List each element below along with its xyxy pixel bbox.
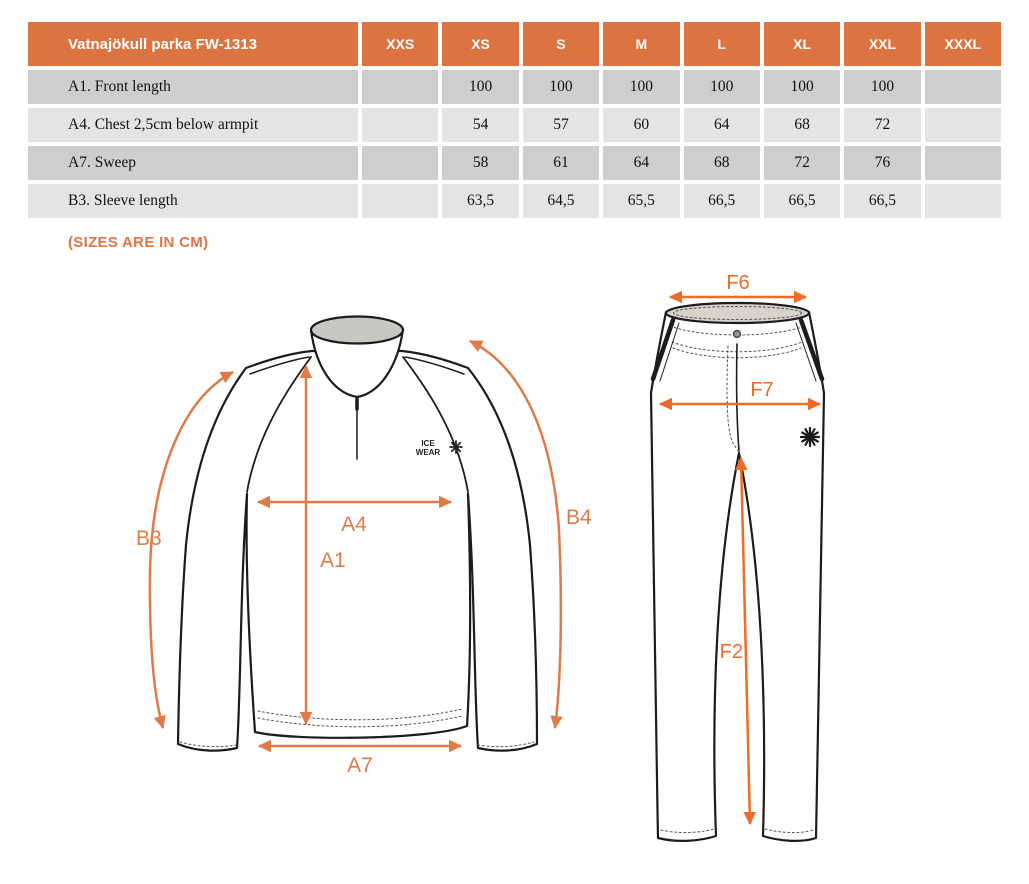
measurement-label: A7. Sweep — [28, 146, 358, 180]
brand-line2: WEAR — [415, 448, 441, 457]
measurement-value: 65,5 — [603, 184, 679, 218]
a7-label: A7 — [347, 754, 373, 777]
measurement-value: 63,5 — [442, 184, 518, 218]
size-column-header-xxl: XXL — [844, 22, 920, 66]
measurement-label: B3. Sleeve length — [28, 184, 358, 218]
f6-label: F6 — [726, 272, 750, 294]
measurement-value: 58 — [442, 146, 518, 180]
measurement-value: 72 — [764, 146, 840, 180]
size-column-header-l: L — [684, 22, 760, 66]
sizes-unit-note: (SIZES ARE IN CM) — [68, 234, 209, 251]
size-column-header-xs: XS — [442, 22, 518, 66]
b3-label: B3 — [136, 527, 162, 550]
size-column-header-xxs: XXS — [362, 22, 438, 66]
waist-button — [734, 331, 741, 338]
measurement-value: 66,5 — [844, 184, 920, 218]
measurement-value: 61 — [523, 146, 599, 180]
measurement-value: 76 — [844, 146, 920, 180]
measurement-value: 72 — [844, 108, 920, 142]
measurement-value: 100 — [684, 70, 760, 104]
measurement-label: A4. Chest 2,5cm below armpit — [28, 108, 358, 142]
measurement-value: 100 — [442, 70, 518, 104]
measurement-value: 57 — [523, 108, 599, 142]
measurement-value: 60 — [603, 108, 679, 142]
measurement-value: 100 — [603, 70, 679, 104]
f2-label: F2 — [719, 641, 743, 663]
measurement-label: A1. Front length — [28, 70, 358, 104]
measurement-value: 64 — [684, 108, 760, 142]
a1-label: A1 — [320, 549, 346, 572]
size-column-header-s: S — [523, 22, 599, 66]
f7-label: F7 — [750, 379, 774, 401]
measurement-value: 64,5 — [523, 184, 599, 218]
product-title: Vatnajökull parka FW-1313 — [28, 22, 358, 66]
measurement-value: 66,5 — [764, 184, 840, 218]
measurement-value: 100 — [523, 70, 599, 104]
size-column-header-m: M — [603, 22, 679, 66]
size-column-header-xxxl: XXXL — [925, 22, 1001, 66]
b4-label: B4 — [566, 506, 592, 529]
pants-outline — [651, 312, 824, 841]
pants-drawing — [651, 303, 824, 841]
measurement-value: 100 — [764, 70, 840, 104]
measurement-value: 64 — [603, 146, 679, 180]
measurement-value: 66,5 — [684, 184, 760, 218]
size-column-header-xl: XL — [764, 22, 840, 66]
measurement-value: 68 — [764, 108, 840, 142]
waist-opening — [666, 303, 809, 323]
measurement-value: 68 — [684, 146, 760, 180]
a4-label: A4 — [341, 513, 367, 536]
snowflake-icon — [450, 441, 462, 453]
brand-line1: ICE — [421, 439, 435, 448]
measurement-value: 100 — [844, 70, 920, 104]
measurement-value: 54 — [442, 108, 518, 142]
jacket-collar-opening — [311, 317, 403, 344]
